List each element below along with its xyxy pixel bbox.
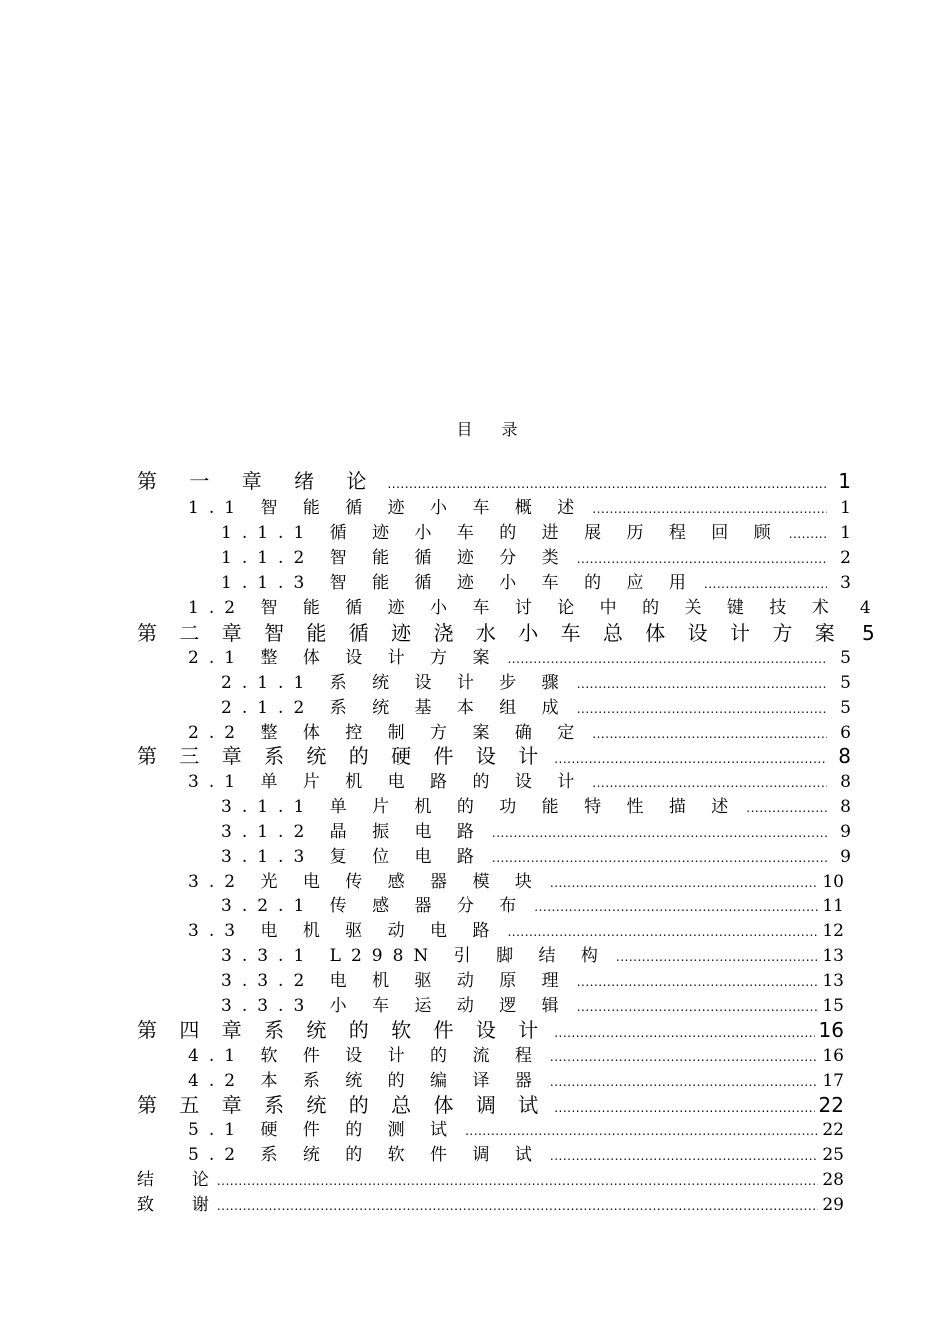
toc-entry[interactable] xyxy=(188,1041,844,1066)
toc-entry-label: 3.2 光 电 传 感 器 模 块 xyxy=(188,872,542,892)
toc-entry[interactable] xyxy=(221,668,851,693)
toc-leader xyxy=(492,826,827,840)
toc-leader xyxy=(550,1075,818,1089)
toc-entry[interactable] xyxy=(221,941,844,966)
toc-entry-page: 12 xyxy=(822,921,844,941)
toc-entry[interactable] xyxy=(188,593,871,618)
toc-entry-page: 8 xyxy=(840,797,851,817)
toc-entry[interactable] xyxy=(221,543,851,568)
toc-entry-page: 22 xyxy=(822,1120,844,1140)
toc-entry[interactable] xyxy=(137,1089,844,1118)
toc-entry-label: 3.3.2 电 机 驱 动 原 理 xyxy=(221,971,569,991)
toc-entry[interactable] xyxy=(137,1014,844,1043)
toc-entry-page: 5 xyxy=(840,698,851,718)
toc-entry[interactable] xyxy=(137,740,851,769)
toc-entry[interactable] xyxy=(188,916,844,941)
toc-entry-page: 5 xyxy=(861,621,875,645)
toc-entry-page: 28 xyxy=(822,1170,844,1190)
toc-entry-page: 1 xyxy=(840,523,851,543)
toc-entry-label: 第 二 章 智 能 循 迹 浇 水 小 车 总 体 设 计 方 案 xyxy=(137,621,843,645)
toc-leader xyxy=(550,1149,818,1163)
toc-entry-label: 5.2 系 统 的 软 件 调 试 xyxy=(188,1145,542,1165)
toc-leader xyxy=(550,1050,818,1064)
toc-entry-label: 第 三 章 系 统 的 硬 件 设 计 xyxy=(137,744,547,768)
toc-entry-label: 1.1 智 能 循 迹 小 车 概 述 xyxy=(188,498,585,518)
toc-entry[interactable] xyxy=(221,792,851,817)
toc-entry-label: 4.1 软 件 设 计 的 流 程 xyxy=(188,1046,542,1066)
toc-leader xyxy=(554,1101,814,1115)
toc-entry-page: 10 xyxy=(822,872,844,892)
toc-entry-page: 13 xyxy=(822,971,844,991)
toc-entry-label: 第 一 章 绪 论 xyxy=(137,469,380,493)
toc-leader xyxy=(387,477,827,491)
toc-entry-label: 结 论 xyxy=(137,1170,209,1190)
toc-entry[interactable] xyxy=(137,617,875,646)
toc-entry-label: 1.1.2 智 能 循 迹 分 类 xyxy=(221,548,569,568)
toc-entry-label: 1.1.3 智 能 循 迹 小 车 的 应 用 xyxy=(221,573,696,593)
toc-entry[interactable] xyxy=(188,1140,844,1165)
toc-leader xyxy=(616,950,818,964)
toc-entry-label: 1.1.1 循 迹 小 车 的 进 展 历 程 回 顾 xyxy=(221,523,781,543)
toc-entry-label: 致 谢 xyxy=(137,1195,209,1215)
toc-leader xyxy=(746,801,827,815)
toc-leader xyxy=(534,900,818,914)
toc-entry[interactable] xyxy=(221,891,844,916)
toc-entry-page: 4 xyxy=(859,598,871,618)
toc-entry[interactable] xyxy=(221,966,844,991)
toc-entry[interactable] xyxy=(188,493,851,518)
toc-leader xyxy=(592,727,827,741)
toc-entry-label: 2.1.2 系 统 基 本 组 成 xyxy=(221,698,569,718)
toc-entry[interactable] xyxy=(221,518,851,543)
toc-entry[interactable] xyxy=(137,1165,844,1190)
toc-entry-page: 16 xyxy=(822,1046,844,1066)
toc-title: 目 录 xyxy=(456,420,530,439)
toc-entry-page: 8 xyxy=(838,744,851,768)
toc-leader xyxy=(550,876,818,890)
toc-entry-label: 3.2.1 传 感 器 分 布 xyxy=(221,896,527,916)
toc-leader xyxy=(592,776,827,790)
toc-entry-page: 17 xyxy=(822,1071,844,1091)
toc-entry[interactable] xyxy=(188,1066,844,1091)
toc-entry[interactable] xyxy=(188,767,851,792)
toc-entry-page: 15 xyxy=(822,996,844,1016)
toc-entry-page: 5 xyxy=(840,673,851,693)
toc-entry-label: 2.1 整 体 设 计 方 案 xyxy=(188,648,500,668)
toc-leader xyxy=(507,652,827,666)
toc-leader xyxy=(507,925,818,939)
toc-leader xyxy=(577,1000,819,1014)
toc-leader xyxy=(217,1199,819,1213)
toc-leader xyxy=(217,1174,819,1188)
toc-entry-page: 13 xyxy=(822,946,844,966)
toc-leader xyxy=(577,677,827,691)
toc-entry-label: 3.3 电 机 驱 动 电 路 xyxy=(188,921,500,941)
toc-leader xyxy=(465,1124,818,1138)
toc-entry-page: 11 xyxy=(822,896,844,916)
toc-entry-page: 22 xyxy=(818,1093,844,1117)
toc-entry-label: 3.3.3 小 车 运 动 逻 辑 xyxy=(221,996,569,1016)
toc-entry-label: 3.1 单 片 机 电 路 的 设 计 xyxy=(188,772,585,792)
toc-leader xyxy=(577,702,827,716)
toc-entry-page: 5 xyxy=(840,648,851,668)
toc-entry-page: 1 xyxy=(840,498,851,518)
toc-entry-page: 3 xyxy=(840,573,851,593)
toc-entry[interactable] xyxy=(221,568,851,593)
toc-entry-label: 2.2 整 体 控 制 方 案 确 定 xyxy=(188,723,585,743)
toc-leader xyxy=(704,577,827,591)
toc-leader xyxy=(592,502,827,516)
toc-entry-label: 3.1.3 复 位 电 路 xyxy=(221,847,484,867)
toc-entry[interactable] xyxy=(221,842,851,867)
toc-entry[interactable] xyxy=(137,465,851,494)
toc-leader xyxy=(492,851,827,865)
toc-entry-label: 4.2 本 系 统 的 编 译 器 xyxy=(188,1071,542,1091)
toc-entry-page: 8 xyxy=(840,772,851,792)
toc-leader xyxy=(577,552,827,566)
toc-leader xyxy=(789,527,827,541)
toc-entry[interactable] xyxy=(188,1115,844,1140)
toc-entry-label: 2.1.1 系 统 设 计 步 骤 xyxy=(221,673,569,693)
toc-entry-page: 1 xyxy=(838,469,851,493)
toc-leader xyxy=(554,752,827,766)
toc-entry[interactable] xyxy=(221,991,844,1016)
toc-entry-page: 9 xyxy=(840,822,851,842)
toc-entry-page: 6 xyxy=(840,723,851,743)
toc-entry-page: 16 xyxy=(818,1018,844,1042)
toc-entry-label: 第 五 章 系 统 的 总 体 调 试 xyxy=(137,1093,547,1117)
toc-entry[interactable] xyxy=(221,817,851,842)
toc-entry-label: 3.1.2 晶 振 电 路 xyxy=(221,822,484,842)
toc-entry[interactable] xyxy=(221,693,851,718)
toc-leader xyxy=(577,975,819,989)
toc-entry-label: 5.1 硬 件 的 测 试 xyxy=(188,1120,458,1140)
toc-leader xyxy=(554,1026,814,1040)
toc-entry-page: 9 xyxy=(840,847,851,867)
toc-entry-page: 29 xyxy=(822,1195,844,1215)
toc-entry[interactable] xyxy=(188,643,851,668)
toc-entry[interactable] xyxy=(137,1190,844,1215)
toc-entry[interactable] xyxy=(188,867,844,892)
toc-entry-label: 3.3.1 L298N 引 脚 结 构 xyxy=(221,946,608,966)
toc-entry-label: 第 四 章 系 统 的 软 件 设 计 xyxy=(137,1018,547,1042)
toc-entry-label: 3.1.1 单 片 机 的 功 能 特 性 描 述 xyxy=(221,797,739,817)
toc-entry-page: 2 xyxy=(840,548,851,568)
toc-entry-label: 1.2 智 能 循 迹 小 车 讨 论 中 的 关 键 技 术 xyxy=(188,598,839,618)
toc-entry-page: 25 xyxy=(822,1145,844,1165)
